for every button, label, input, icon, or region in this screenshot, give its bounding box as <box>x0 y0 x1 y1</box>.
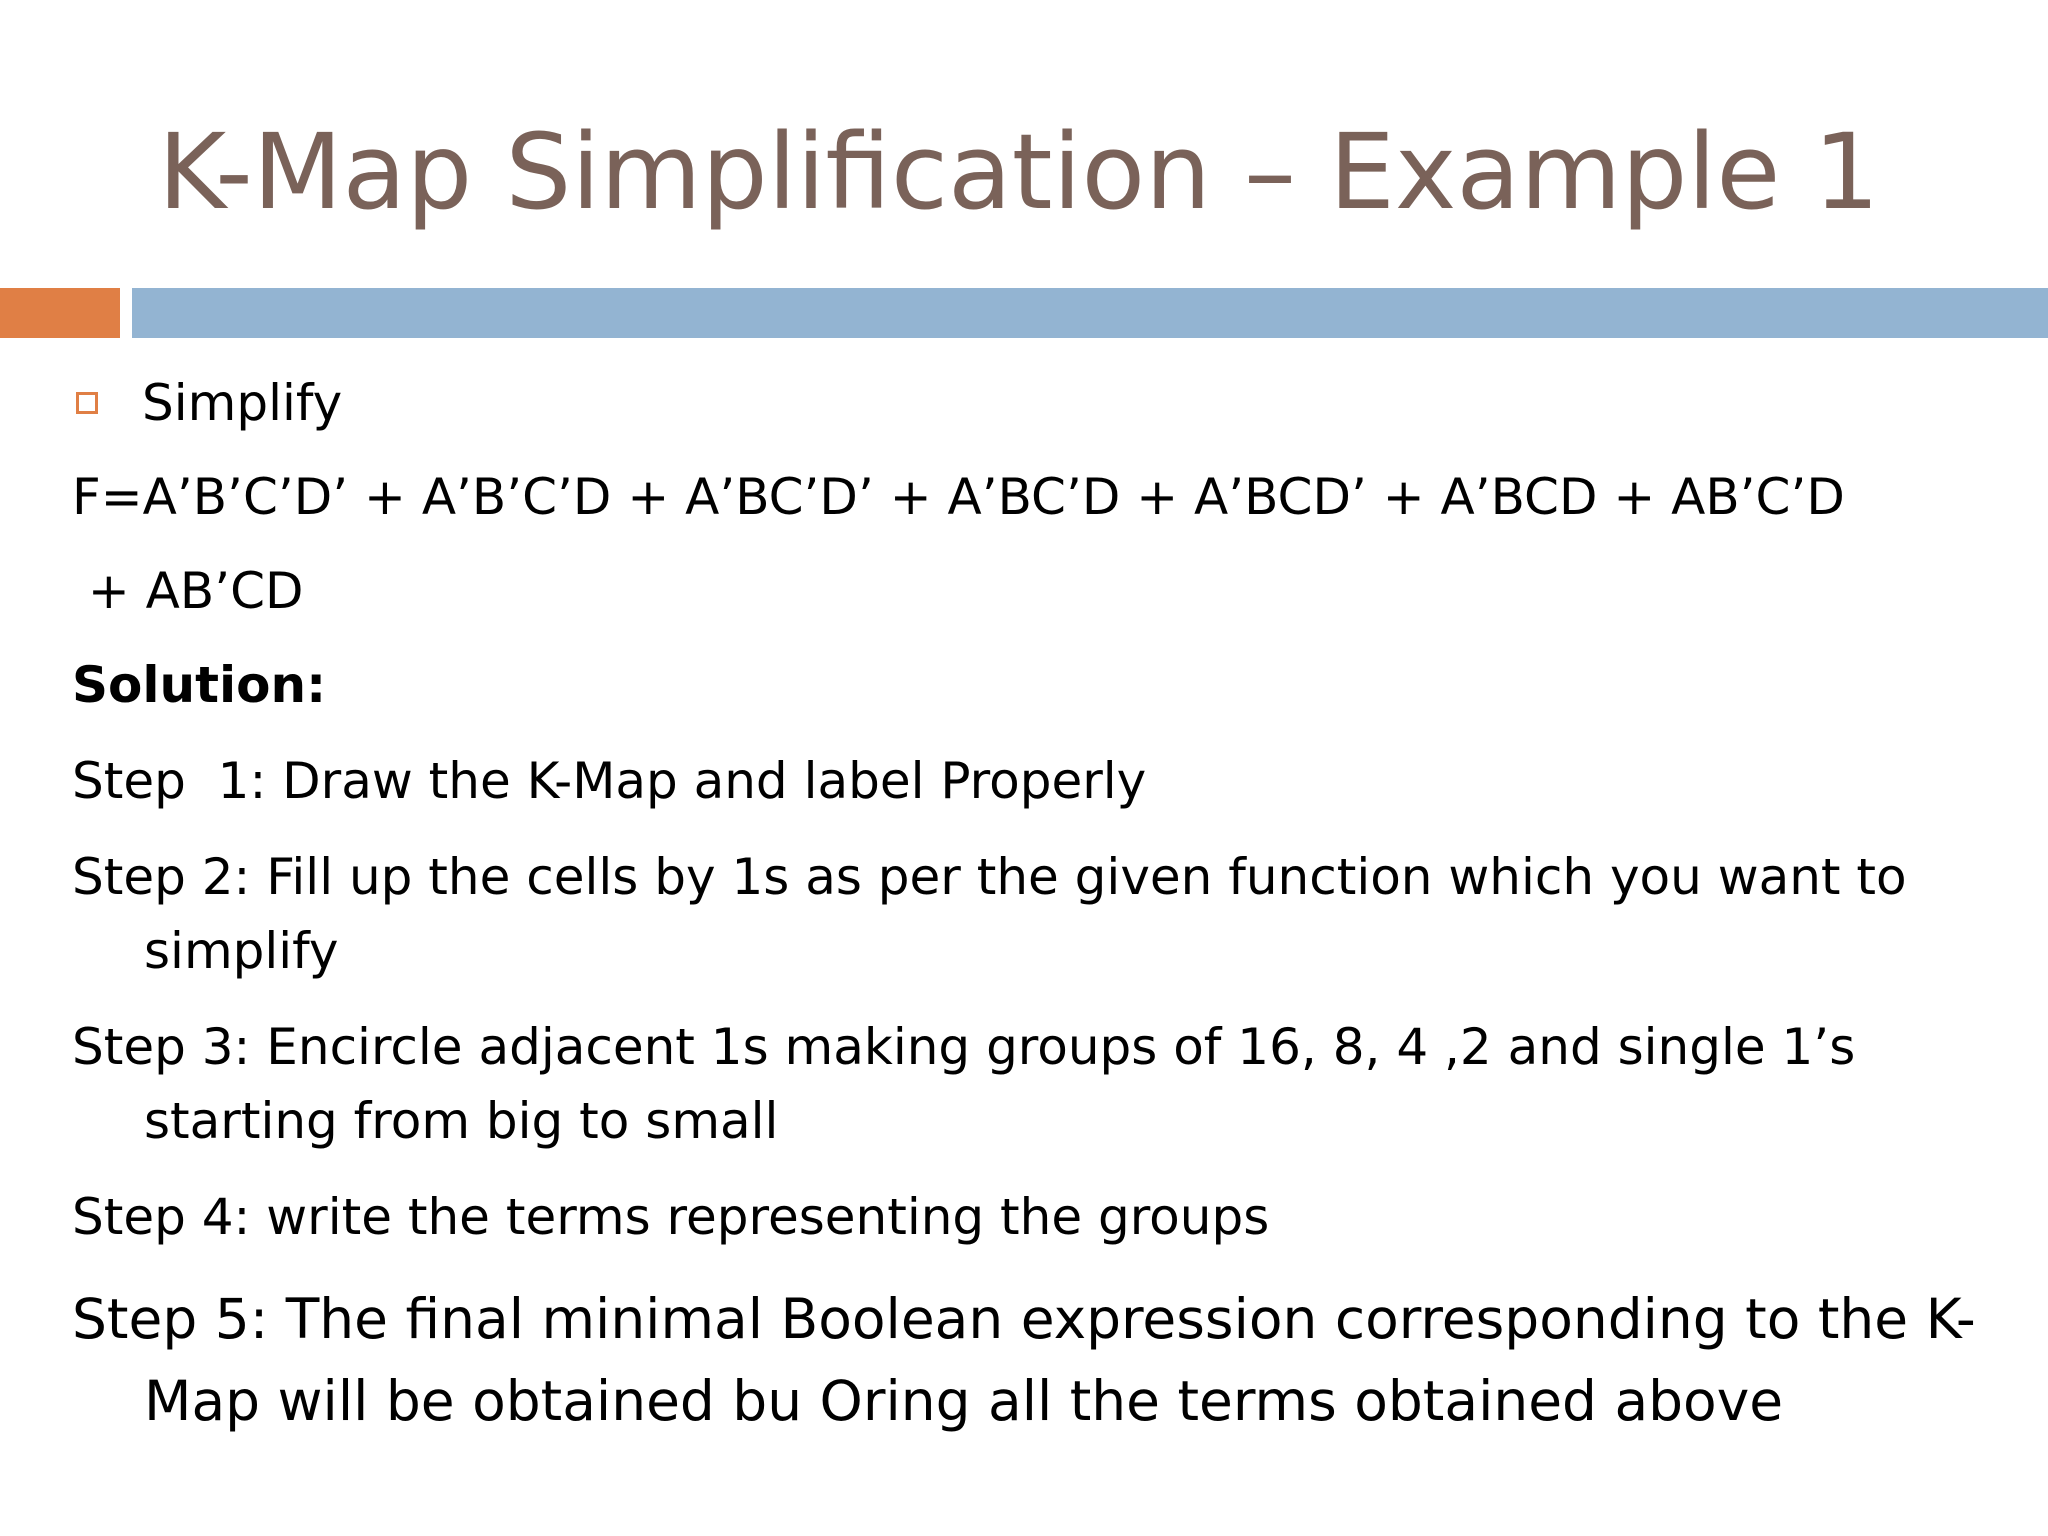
step-2-line-2: simplify <box>144 922 339 980</box>
step-3-line-1: Step 3: Encircle adjacent 1s making groups of 16, 8, 4 ,2 and single 1’s <box>72 1018 1856 1076</box>
bullet-simplify <box>72 372 342 434</box>
bullet-text: Simplify <box>142 374 343 432</box>
function-line-1: F=A’B’C’D’ + A’B’C’D + A’BC’D’ + A’BC’D + A’BCD’ + A’BCD + AB’C’D <box>72 468 1845 526</box>
step-1: Step 1: Draw the K-Map and label Properly <box>72 752 1147 810</box>
slide-title: K-Map Simplification – Example 1 <box>158 111 1880 233</box>
title-accent-orange-bar <box>0 288 120 338</box>
step-4: Step 4: write the terms representing the groups <box>72 1188 1270 1246</box>
step-3-line-2: starting from big to small <box>144 1092 779 1150</box>
step-5-line-1: Step 5: The final minimal Boolean expression corresponding to the K- <box>72 1287 1976 1351</box>
hollow-square-bullet-icon <box>76 392 98 414</box>
title-accent-blue-bar <box>132 288 2048 338</box>
solution-label: Solution: <box>72 656 327 714</box>
step-2-line-1: Step 2: Fill up the cells by 1s as per the given function which you want to <box>72 848 1907 906</box>
step-5-line-2: Map will be obtained bu Oring all the terms obtained above <box>144 1369 1784 1433</box>
function-line-2: + AB’CD <box>72 562 304 620</box>
